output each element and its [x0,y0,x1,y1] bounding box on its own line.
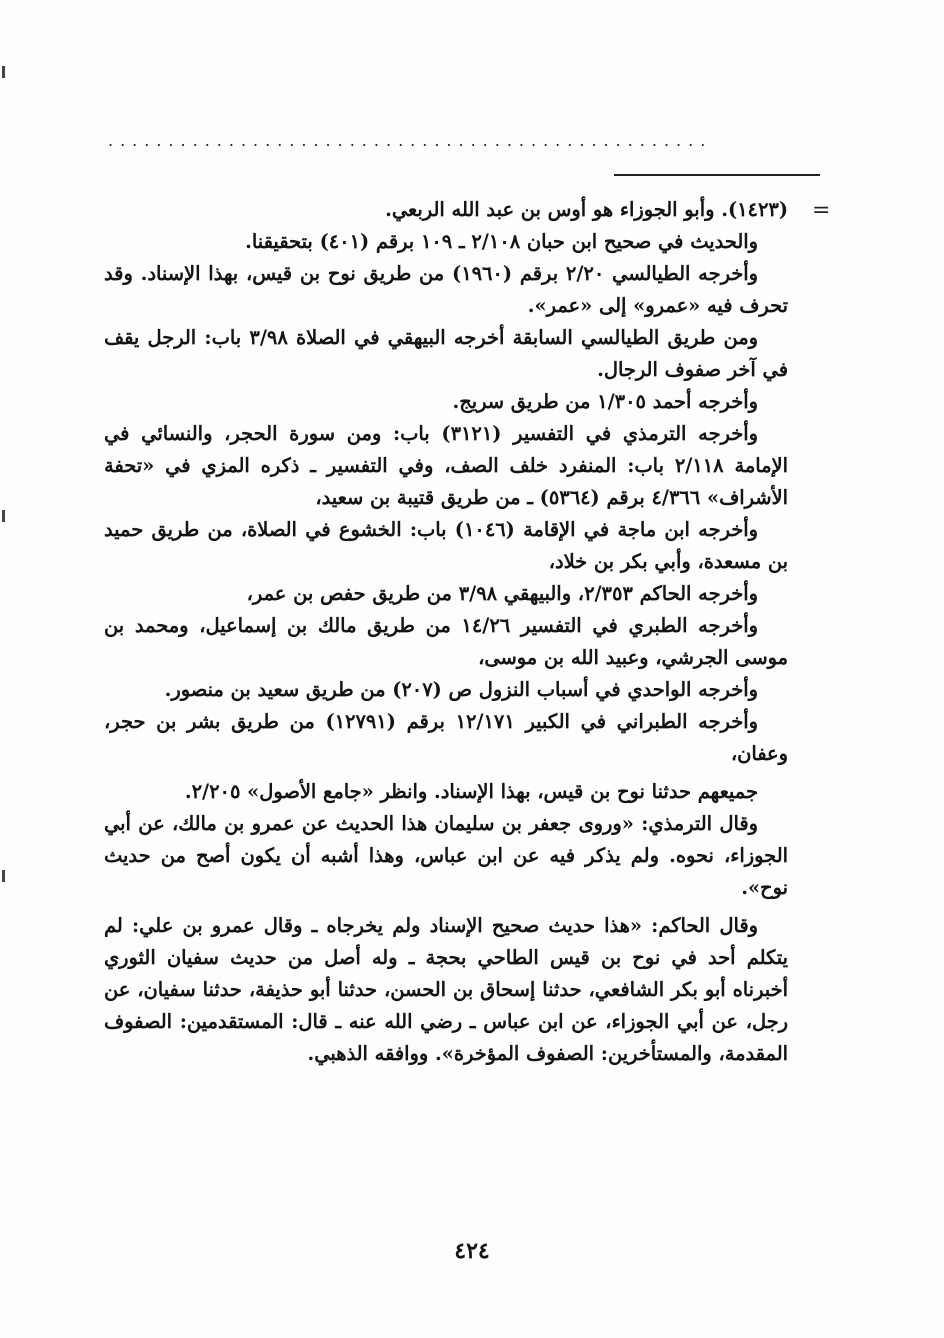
paragraph-6: وأخرجه الترمذي في التفسير (٣١٢١) باب: ومن سورة الحجر، والنسائي في الإمامة ٢/١١٨ باب: المنفرد خلف الصف، وفي التفسير ـ ذكره المزي في «تحفة الأشراف» ٤/٣٦٦ برقم (٥٣٦٤) ـ من طريق قتيبة بن سعيد، [104,422,788,509]
paragraph-1: (١٤٢٣). وأبو الجوزاء هو أوس بن عبد الله الربعي. [385,198,788,221]
paragraph-12: جميعهم حدثنا نوح بن قيس، بهذا الإسناد. وانظر «جامع الأصول» ٢/٢٠٥. [184,780,758,803]
page-number: ٤٢٤ [454,1238,490,1264]
scan-margin-mark [2,66,5,78]
paragraph-4: ومن طريق الطيالسي السابقة أخرجه البيهقي في الصلاة ٣/٩٨ باب: الرجل يقف في آخر صفوف الرجال. [104,326,788,381]
paragraph-8: وأخرجه الحاكم ٢/٣٥٣، والبيهقي ٣/٩٨ من طريق حفص بن عمر، [246,582,758,605]
scan-margin-mark [2,510,5,522]
paragraph-2: والحديث في صحيح ابن حبان ٢/١٠٨ ـ ١٠٩ برقم (٤٠١) بتحقيقنا. [245,230,758,253]
paragraph-3: وأخرجه الطيالسي ٢/٢٠ برقم (١٩٦٠) من طريق نوح بن قيس، بهذا الإسناد. وقد تحرف فيه «عمرو» إلى «عمر». [104,262,788,317]
paragraph-9: وأخرجه الطبري في التفسير ١٤/٢٦ من طريق مالك بن إسماعيل، ومحمد بن موسى الجرشي، وعبيد الله بن موسى، [104,614,788,669]
continuation-mark: = [812,198,831,223]
dotted-separator: .................................................. [108,134,713,148]
paragraph-5: وأخرجه أحمد ١/٣٠٥ من طريق سريج. [452,390,758,413]
paragraph-14: وقال الحاكم: «هذا حديث صحيح الإسناد ولم يخرجاه ـ وقال عمرو بن علي: لم يتكلم أحد في نوح بن قيس الطاحي بحجة ـ وله أصل من حديث سفيان الثوري أخبرناه أبو بكر الشافعي، حدثنا إسحاق بن الحسن، حدثنا أبو حذيفة، حدثنا سفيان، عن رجل، عن أبي الجوزاء، عن ابن عباس ـ رضي الله عنه ـ قال: المستقدمين: الصفوف المقدمة، والمستأخرين: الصفوف المؤخرة». ووافقه الذهبي. [104,914,788,1065]
paragraph-11: وأخرجه الطبراني في الكبير ١٢/١٧١ برقم (١٢٧٩١) من طريق بشر بن حجر، وعفان، [104,710,788,765]
footnote-text [104,194,788,1070]
scan-margin-mark [2,870,5,882]
footnote-rule [614,174,820,176]
paragraph-10: وأخرجه الواحدي في أسباب النزول ص (٢٠٧) من طريق سعيد بن منصور. [164,678,758,701]
paragraph-7: وأخرجه ابن ماجة في الإقامة (١٠٤٦) باب: الخشوع في الصلاة، من طريق حميد بن مسعدة، وأبي بكر بن خلاد، [104,518,788,573]
paragraph-13: وقال الترمذي: «وروى جعفر بن سليمان هذا الحديث عن عمرو بن مالك، عن أبي الجوزاء، نحوه. ولم يذكر فيه عن ابن عباس، وهذا أشبه أن يكون أصح من حديث نوح». [104,812,788,899]
